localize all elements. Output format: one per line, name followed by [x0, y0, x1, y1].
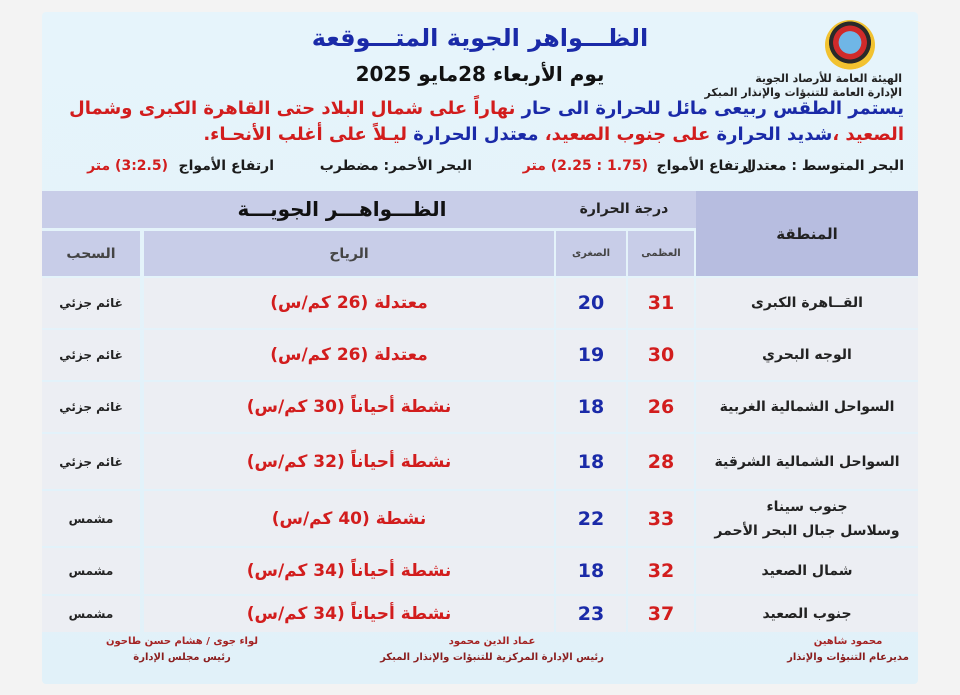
max-temp-cell: 28: [628, 434, 694, 489]
signer-name: لواء جوى / هشام حسن طاحون: [105, 636, 259, 647]
red-waves-label: ارتفاع الأمواج: [178, 158, 274, 174]
cloud-cell: مشمس: [42, 596, 140, 632]
wind-cell: نشطة (40 كم/س): [144, 491, 554, 546]
forecast-part4: على جنوب الصعيد،: [538, 124, 717, 145]
max-temp-cell: 31: [628, 278, 694, 328]
footer-signatures: [42, 634, 918, 674]
page-title: الظـــواهر الجوية المتـــوقعة: [311, 24, 649, 52]
signature-right: [778, 634, 918, 666]
region-name: الوجه البحري: [762, 347, 852, 363]
cloud-cell: غائم جزئي: [42, 330, 140, 380]
wind-cell: نشطة أحياناً (34 كم/س): [144, 548, 554, 594]
signature-middle: [362, 634, 622, 666]
region-name: السواحل الشمالية الشرقية: [714, 453, 900, 470]
signer-position: رئيس الإدارة المركزية للتنبؤات والإنذار المبكر: [380, 652, 604, 663]
min-temp-cell: 19: [556, 330, 626, 380]
med-waves-value: (1.75 : 2.25) متر: [522, 158, 648, 174]
forecast-part1: يستمر الطقس ربيعى مائل للحرارة الى حار: [521, 98, 904, 119]
min-temp-header: الصغرى: [556, 231, 626, 276]
temperature-title: درجة الحرارة: [579, 201, 669, 217]
wind-cell: معتدلة (26 كم/س): [144, 330, 554, 380]
cloud-cell: مشمس: [42, 548, 140, 594]
region-name: جنوب سيناء: [766, 498, 848, 515]
cloud-header: السحب: [42, 231, 140, 276]
table-row: [42, 596, 918, 632]
min-temp-cell: 18: [556, 382, 626, 432]
org-department: الإدارة العامة للتنبؤات والإنذار المبكر: [704, 86, 902, 99]
table-row: [42, 491, 918, 546]
forecast-part3: شديد الحرارة: [716, 124, 833, 145]
forecast-part5: معتدل الحرارة: [413, 124, 539, 145]
region-header: المنطقة: [696, 191, 918, 276]
max-temp-cell: 37: [628, 596, 694, 632]
wind-cell: نشطة أحياناً (32 كم/س): [144, 434, 554, 489]
med-waves-label: ارتفاع الأمواج: [656, 158, 752, 174]
org-name: الهيئة العامة للأرصاد الجوية: [755, 72, 902, 85]
max-temp-header: العظمى: [628, 231, 694, 276]
max-temp-cell: 30: [628, 330, 694, 380]
sea-state: [56, 158, 904, 182]
min-temp-cell: 20: [556, 278, 626, 328]
wind-header: الرياح: [144, 231, 554, 276]
table-row: [42, 548, 918, 594]
red-waves-value: (3:2.5) متر: [87, 158, 168, 174]
region-cell: [696, 596, 918, 632]
wind-cell: نشطة أحياناً (34 كم/س): [144, 596, 554, 632]
max-temp-cell: 32: [628, 548, 694, 594]
min-temp-cell: 18: [556, 434, 626, 489]
region-cell: [696, 434, 918, 489]
max-temp-cell: 26: [628, 382, 694, 432]
signer-name: عماد الدين محمود: [448, 636, 536, 647]
min-temp-cell: 18: [556, 548, 626, 594]
med-sea-label: البحر المتوسط : معتدل: [743, 158, 904, 174]
cloud-cell: غائم جزئي: [42, 278, 140, 328]
signer-name: محمود شاهين: [813, 636, 883, 647]
forecast-part2: نهاراً على شمال البلاد حتى القاهرة الكبرى وشمال الصعيد ،: [69, 98, 904, 145]
forecast-date: يوم الأربعاء 28مايو 2025: [355, 62, 605, 86]
region-cell: [696, 278, 918, 328]
signer-position: مديرعام التنبؤات والإنذار: [787, 652, 909, 663]
signer-position: رئيس مجلس الإدارة: [133, 652, 231, 663]
min-temp-cell: 23: [556, 596, 626, 632]
red-sea-label: البحر الأحمر: مضطرب: [319, 158, 472, 174]
region-name-line2: وسلاسل جبال البحر الأحمر: [714, 522, 900, 539]
region-cell: [696, 330, 918, 380]
table-row: [42, 330, 918, 380]
region-cell: [696, 548, 918, 594]
table-row: [42, 382, 918, 432]
max-temp-cell: 33: [628, 491, 694, 546]
cloud-cell: غائم جزئي: [42, 382, 140, 432]
signature-left: [82, 634, 282, 666]
min-temp-cell: 22: [556, 491, 626, 546]
forecast-part6: ليـلاً على أغلب الأنحـاء.: [203, 124, 414, 145]
forecast-summary: [56, 96, 904, 148]
region-name: السواحل الشمالية الغربية: [719, 399, 895, 415]
region-cell: [696, 491, 918, 546]
region-name: شمال الصعيد: [761, 563, 853, 579]
table-row: [42, 278, 918, 328]
region-name: القــاهرة الكبرى: [751, 295, 863, 311]
table-row: [42, 434, 918, 489]
region-name: جنوب الصعيد: [762, 606, 852, 622]
wind-cell: معتدلة (26 كم/س): [144, 278, 554, 328]
wind-cell: نشطة أحياناً (30 كم/س): [144, 382, 554, 432]
phenomena-title: الظـــواهـــر الجويـــة: [237, 197, 447, 221]
region-cell: [696, 382, 918, 432]
cloud-cell: مشمس: [42, 491, 140, 546]
cloud-cell: غائم جزئي: [42, 434, 140, 489]
